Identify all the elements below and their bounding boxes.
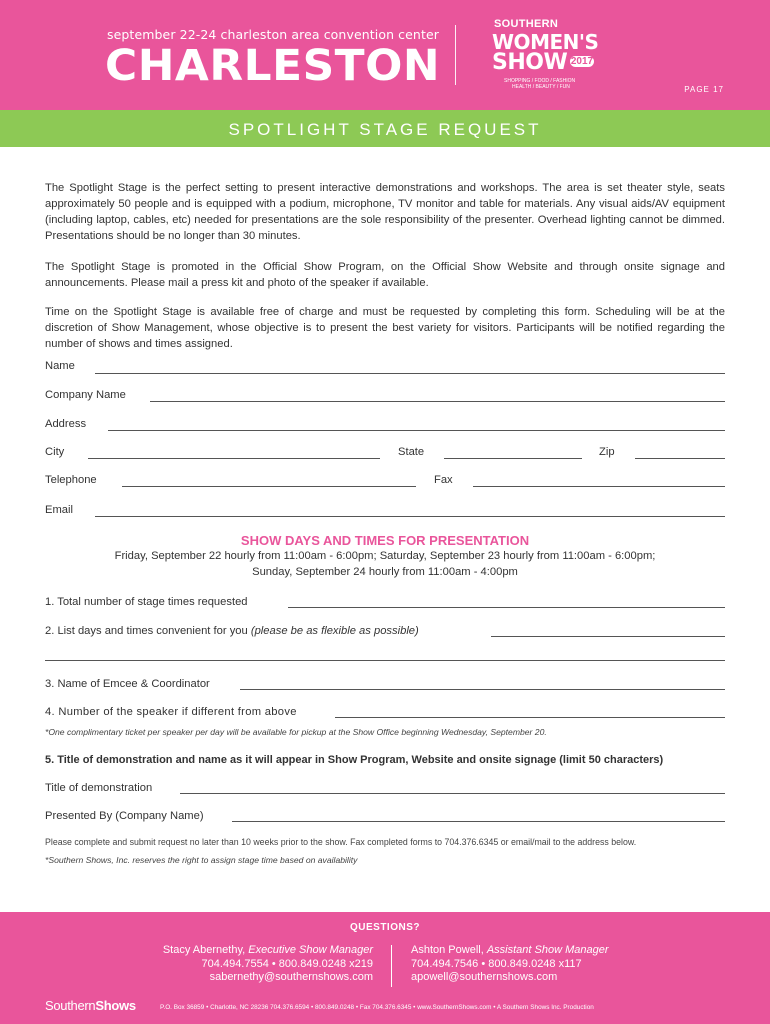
contact-assistant — [411, 944, 609, 985]
state-label: State — [398, 446, 425, 458]
q3-label: 3. Name of Emcee & Coordinator — [45, 678, 210, 690]
executive-name: Stacy Abernethy, — [162, 944, 246, 956]
logo-line-3: SHOW — [492, 50, 568, 75]
southern-womens-show-logo — [490, 18, 610, 93]
event-city: CHARLESTON — [105, 41, 441, 91]
state-field[interactable] — [444, 458, 582, 459]
company-field[interactable] — [150, 401, 725, 402]
telephone-field[interactable] — [122, 486, 416, 487]
assistant-email[interactable]: apowell@southernshows.com — [411, 971, 558, 983]
executive-email[interactable]: sabernethy@southernshows.com — [209, 971, 373, 983]
assistant-name-line — [411, 944, 609, 958]
fax-label: Fax — [434, 474, 453, 486]
brand-part-2: Shows — [95, 998, 136, 1013]
logo-line-2: WOMEN'S — [492, 30, 599, 54]
show-days-line-1: Friday, September 22 hourly from 11:00am - 6:00pm; Saturday, September 23 hourly from 11:00am - 6:00pm; — [114, 550, 656, 562]
page-title: SPOTLIGHT STAGE REQUEST — [228, 120, 542, 139]
company-label: Company Name — [45, 389, 126, 401]
header-divider — [455, 25, 456, 85]
event-tagline: september 22-24 charleston area convention center — [107, 27, 439, 42]
intro-paragraph-2: The Spotlight Stage is promoted in the Official Show Program, on the Official Show Website and through onsite signage and announcements. Please mail a press kit and photo of the speaker if available. — [45, 261, 725, 289]
title-bar — [0, 110, 770, 147]
presented-by-field[interactable] — [232, 821, 725, 822]
assistant-phone: 704.494.7546 • 800.849.0248 x117 — [411, 957, 582, 970]
zip-field[interactable] — [635, 458, 725, 459]
logo-line-1: SOUTHERN — [494, 18, 559, 30]
fax-field[interactable] — [473, 486, 725, 487]
q4-note: *One complimentary ticket per speaker per day will be available for pickup at the Show Office beginning Wednesday, September 20. — [45, 727, 547, 737]
page-number: PAGE 17 — [684, 85, 724, 94]
executive-name-line — [163, 944, 373, 958]
email-field[interactable] — [95, 516, 725, 517]
footer-address: P.O. Box 36859 • Charlotte, NC 28236 704.376.6594 • 800.849.0248 • Fax 704.376.6345 • www.SouthernShows.com • A Southern Shows Inc. Production — [160, 1004, 594, 1011]
show-days-title: SHOW DAYS AND TIMES FOR PRESENTATION — [240, 533, 530, 548]
executive-phone: 704.494.7554 • 800.849.0248 x219 — [201, 957, 373, 970]
q1-label: 1. Total number of stage times requested — [45, 596, 248, 608]
address-field[interactable] — [108, 430, 725, 431]
footer-banner — [0, 912, 770, 1024]
q2-label-text: 2. List days and times convenient for you — [45, 625, 248, 637]
name-label: Name — [45, 360, 75, 372]
city-label: City — [45, 446, 65, 458]
questions-heading: QUESTIONS? — [349, 922, 420, 933]
q2-field[interactable] — [491, 636, 725, 637]
q2-hint: (please be as flexible as possible) — [250, 625, 419, 637]
assistant-role: Assistant Show Manager — [486, 944, 609, 956]
title-demo-field[interactable] — [180, 793, 725, 794]
q5-label: 5. Title of demonstration and name as it will appear in Show Program, Website and onsite signage (limit 50 characters) — [45, 754, 664, 766]
q1-field[interactable] — [288, 607, 725, 608]
city-field[interactable] — [88, 458, 380, 459]
telephone-label: Telephone — [45, 474, 97, 486]
zip-label: Zip — [599, 446, 615, 458]
assistant-name: Ashton Powell, — [411, 944, 484, 956]
q3-field[interactable] — [240, 689, 725, 690]
contact-executive — [163, 944, 373, 985]
executive-role: Executive Show Manager — [248, 944, 373, 956]
submit-instructions: Please complete and submit request no later than 10 weeks prior to the show. Fax completed forms to 704.376.6345 or email/mail to the address below. — [45, 837, 637, 847]
logo-sub-1: SHOPPING / FOOD / FASHION — [504, 78, 576, 84]
q4-label: 4. Number of the speaker if different from above — [45, 706, 297, 718]
southern-shows-logo — [45, 998, 136, 1013]
q2-field-extra[interactable] — [45, 660, 725, 661]
footer-divider — [391, 945, 392, 987]
brand-part-1: Southern — [45, 998, 96, 1013]
logo-year: 2017 — [570, 56, 594, 67]
show-days-line-2: Sunday, September 24 hourly from 11:00am - 4:00pm — [252, 566, 518, 578]
intro-paragraph-1: The Spotlight Stage is the perfect setting to present interactive demonstrations and workshops. The area is set theater style, seats approximately 50 people and is equipped with a podium, microphone, TV monitor and table for materials. Any visual aids/AV equipment (including laptop, cables, etc) needed for presentations are the sole responsibility of the presenter. Overhead lighting cannot be dimmed. Presentations should be no longer than 30 minutes. — [45, 182, 725, 242]
q4-field[interactable] — [335, 717, 725, 718]
logo-sub-2: HEALTH / BEAUTY / FUN — [512, 84, 570, 90]
header-banner — [0, 0, 770, 110]
intro-paragraph-3: Time on the Spotlight Stage is available free of charge and must be requested by completing this form. Scheduling will be at the discretion of Show Management, whose objective is to present the best variety for visitors. Participants will be notified regarding the number of shows and times assigned. — [45, 306, 725, 350]
reserve-note: *Southern Shows, Inc. reserves the right to assign stage time based on availability — [45, 855, 358, 865]
name-field[interactable] — [95, 373, 725, 374]
address-label: Address — [45, 418, 87, 430]
title-demo-label: Title of demonstration — [45, 782, 153, 794]
presented-by-label: Presented By (Company Name) — [45, 810, 204, 822]
email-label: Email — [45, 504, 73, 516]
q2-label — [45, 625, 419, 637]
